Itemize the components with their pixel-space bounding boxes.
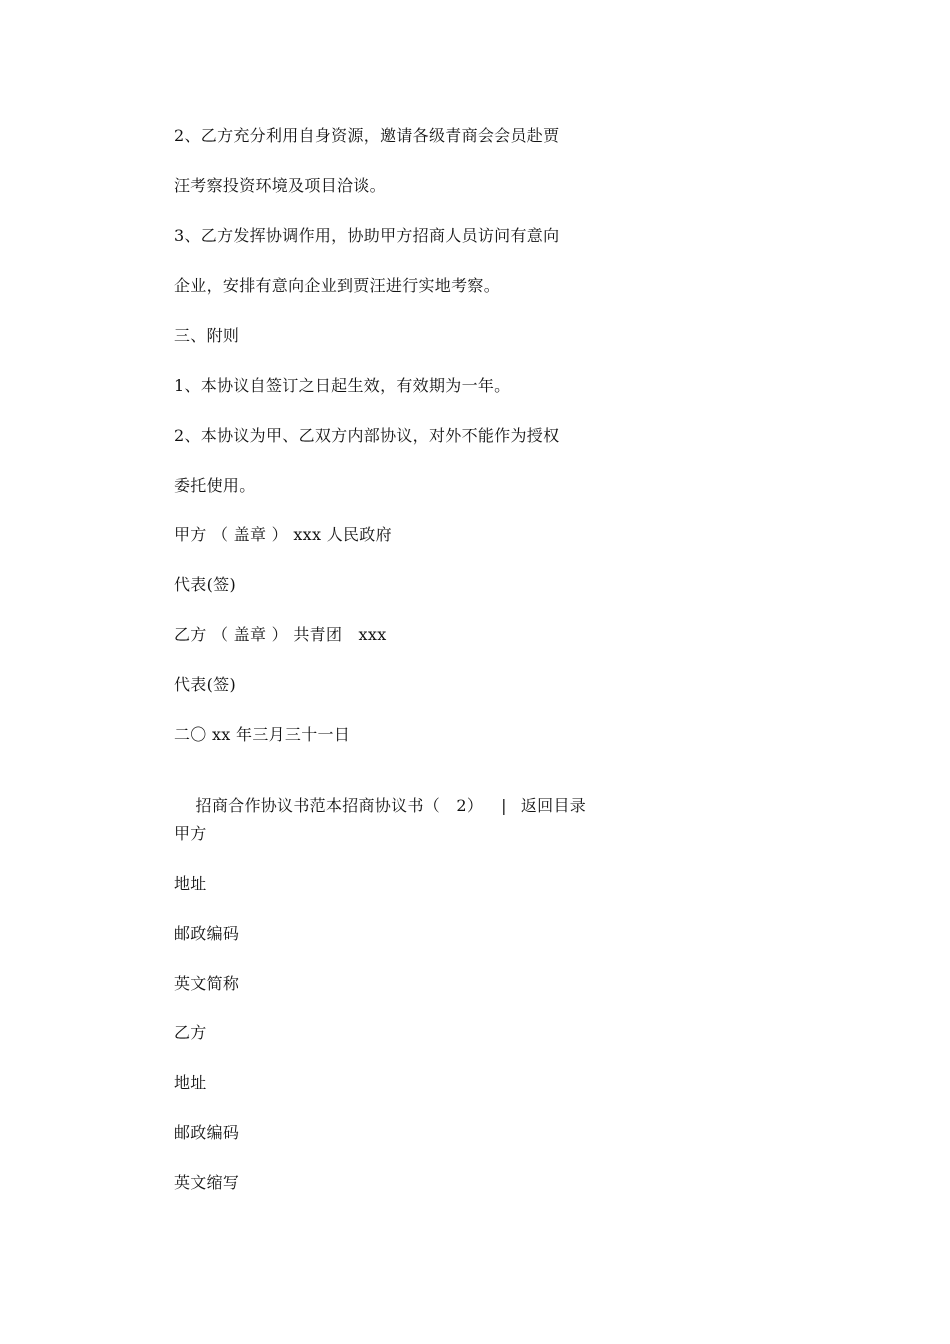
field-label: 地址 xyxy=(174,874,207,893)
body-line: 3、乙方发挥协调作用，协助甲方招商人员访问有意向 xyxy=(174,226,560,245)
field-label: 邮政编码 xyxy=(174,1123,240,1142)
field-label: 甲方 xyxy=(174,824,207,843)
field-label: 地址 xyxy=(174,1073,207,1092)
field-label: 邮政编码 xyxy=(174,924,240,943)
back-to-toc-link[interactable]: 返回目录 xyxy=(520,796,587,815)
field-label: 乙方 xyxy=(174,1023,207,1042)
party-b-seal-line: 乙方 （ 盖章 ） 共青团 xxx xyxy=(174,625,387,644)
body-line: 2、乙方充分利用自身资源，邀请各级青商会会员赴贾 xyxy=(174,126,560,145)
body-line: 1、本协议自签订之日起生效，有效期为一年。 xyxy=(174,376,511,395)
section-title: 招商合作协议书范本招商协议书（ 2） xyxy=(195,796,484,815)
next-section-heading xyxy=(174,773,586,839)
field-label: 英文缩写 xyxy=(174,1173,240,1192)
party-a-representative-line: 代表(签) xyxy=(174,575,236,594)
party-b-representative-line: 代表(签) xyxy=(174,675,236,694)
field-label: 英文简称 xyxy=(174,974,240,993)
signing-date: 二〇 xx 年三月三十一日 xyxy=(174,725,351,744)
body-line: 汪考察投资环境及项目洽谈。 xyxy=(174,176,386,195)
body-line: 企业，安排有意向企业到贾汪进行实地考察。 xyxy=(174,276,501,295)
body-line: 2、本协议为甲、乙双方内部协议，对外不能作为授权 xyxy=(174,426,560,445)
party-a-seal-line: 甲方 （ 盖章 ） xxx 人民政府 xyxy=(174,525,392,544)
body-line: 委托使用。 xyxy=(174,476,256,495)
separator: | xyxy=(501,796,507,815)
section-heading-appendix: 三、附则 xyxy=(174,326,240,345)
